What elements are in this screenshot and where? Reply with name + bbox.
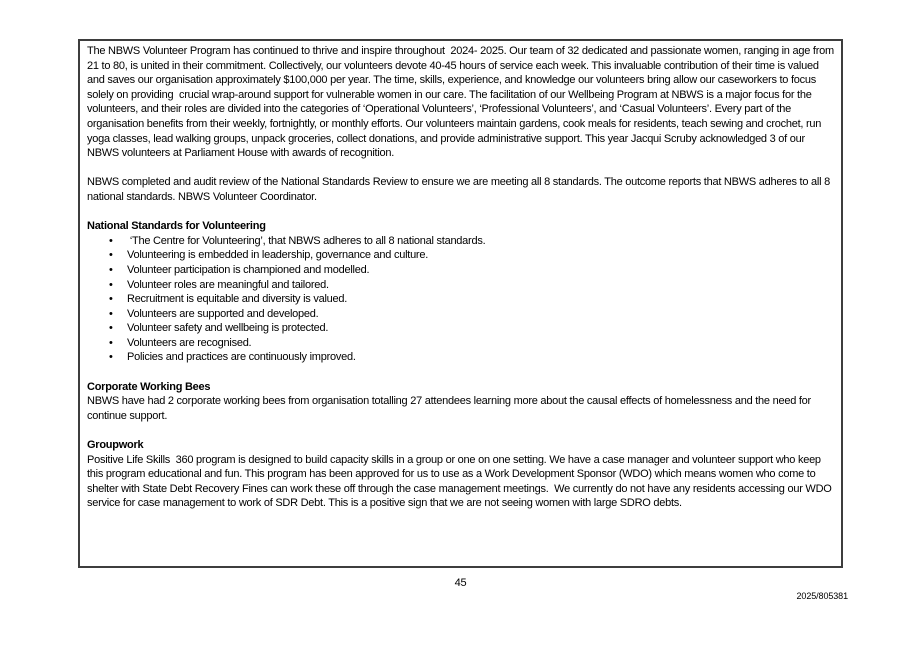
list-item-text: Volunteers are recognised. [127,336,252,349]
list-item-text: Volunteering is embedded in leadership, governance and culture. [127,249,429,262]
content-text-box [78,39,843,568]
bullet-icon: • [109,234,113,247]
bullet-icon: • [109,351,113,364]
bullet-icon: • [109,322,113,335]
list-item [87,278,834,293]
list-item-text: Policies and practices are continuously improved. [127,351,356,364]
bullet-icon: • [109,336,113,349]
list-item [87,336,834,351]
working-bees-paragraph: NBWS have had 2 corporate working bees from organisation totalling 27 attendees learning more about the causal effects of homelessness and the need for continue support. [87,395,814,422]
list-item-text: Volunteer roles are meaningful and tailored. [127,278,329,291]
list-item [87,248,834,263]
standards-list [87,234,834,365]
audit-review-paragraph: NBWS completed and audit review of the National Standards Review to ensure we are meeting all 8 standards. The outcome reports that NBWS adheres to all 8 national standards. NBWS Volunteer Coordinator. [87,176,833,203]
bullet-icon: • [109,263,113,276]
groupwork-section [87,438,834,511]
list-item-text: Volunteer participation is championed and modelled. [127,263,370,276]
intro-paragraph: The NBWS Volunteer Program has continued to thrive and inspire throughout 2024- 2025. Our team of 32 dedicated and passionate women, ranging in age from 21 to 80, is united in their commitment. Collectively, our volunteers devote 40-45 hours of service each week. This invaluable contribution of their time is valued and saves our organisation approximately $100,000 per year. The time, skills, experience, and knowledge our volunteers bring allow our caseworkers to focus solely on providing crucial wrap-around support for vulnerable women in our care. The facilitation of our Wellbeing Program at NBWS is a major focus for the volunteers, and their roles are divided into the categories of ‘Operational Volunteers’, ‘Professional Volunteers’, and ‘Casual Volunteers’. Every part of the organisation benefits from their weekly, fortnightly, or monthly efforts. Our volunteers maintain gardens, cook meals for residents, teach sewing and crochet, run yoga classes, lead walking groups, unpack groceries, collect donations, and provide administrative support. This year Jacqui Scruby acknowledged 3 of our NBWS volunteers at Parliament House with awards of recognition. [87,45,837,160]
list-item [87,321,834,336]
bullet-icon: • [109,293,113,306]
working-bees-section [87,380,834,424]
list-item [87,350,834,365]
list-item [87,263,834,278]
groupwork-paragraph: Positive Life Skills 360 program is designed to build capacity skills in a group or one on one setting. We have a case manager and volunteer support who keep this program educational and fun. This program has been approved for us to use as a Work Development Sponsor (WDO) which means women who come to shelter with State Debt Recovery Fines can work these off through the case management meetings. We currently do not have any residents accessing our WDO service for case management to work of SDR Debt. This is a positive sign that we are not seeing women with large SDRO debts. [87,453,835,510]
standards-section [87,219,834,365]
bullet-icon: • [109,307,113,320]
list-item-text: Recruitment is equitable and diversity is valued. [127,293,348,306]
list-item-text: Volunteers are supported and developed. [127,307,319,320]
standards-heading: National Standards for Volunteering [87,220,266,233]
list-item-text: Volunteer safety and wellbeing is protected. [127,322,329,335]
bullet-icon: • [109,249,113,262]
bullet-icon: • [109,278,113,291]
list-item [87,307,834,322]
list-item [87,292,834,307]
page-number: 45 [454,577,467,589]
list-item [87,234,834,249]
list-item-text: ‘The Centre for Volunteering’, that NBWS adheres to all 8 national standards. [127,234,486,247]
working-bees-heading: Corporate Working Bees [87,380,211,393]
groupwork-heading: Groupwork [87,439,144,452]
document-reference: 2025/805381 [796,591,848,601]
